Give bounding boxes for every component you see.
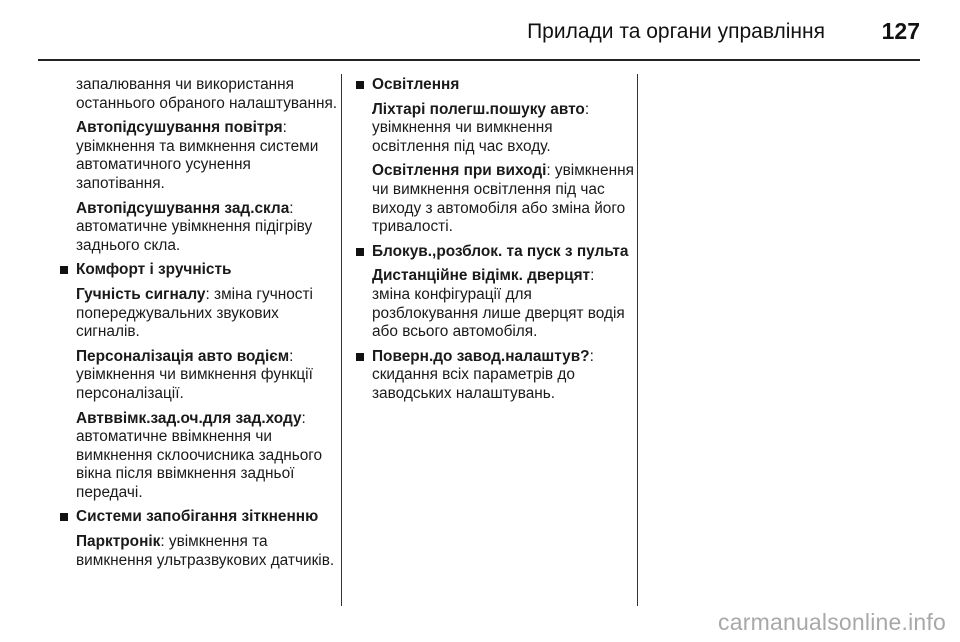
column-divider-right — [637, 74, 638, 606]
entry-term: Автввімк.зад.оч.для зад.ходу — [76, 409, 302, 427]
text-column-2 — [372, 76, 634, 410]
section-heading-comfort — [76, 261, 338, 280]
text-column-1 — [76, 76, 338, 576]
entry-term: Персоналізація авто водієм — [76, 347, 290, 365]
entry-description: : увімкнення чи вимкнення освітлення під час виходу з автомобіля або зміна його тривалості. — [372, 162, 634, 236]
entry-description: : увімкнення та вимкнення системи автоматичного усунення запотівання. — [76, 119, 319, 192]
section-heading-collision — [76, 508, 338, 527]
section-heading-text: Освітлення — [372, 76, 460, 93]
section-heading-lighting — [372, 76, 634, 95]
column-divider-left — [341, 74, 342, 606]
bullet-square-icon — [356, 248, 364, 256]
bullet-square-icon — [60, 513, 68, 521]
entry-term: Поверн.до завод.налаштув? — [372, 347, 590, 365]
entry-term: Парктронік — [76, 533, 161, 551]
bullet-square-icon — [356, 81, 364, 89]
page-header-title: Прилади та органи управління — [527, 20, 825, 43]
section-heading-text: Комфорт і зручність — [76, 261, 232, 279]
entry-description: : увімкнення чи вимкнення функції персоналізації. — [76, 347, 313, 402]
section-heading-text: Системи запобігання зіткненню — [76, 508, 319, 526]
entry-description: : автоматичне ввімкнення чи вимкнення склоочисника заднього вікна після ввімкнення задньої передачі. — [76, 409, 323, 501]
entry-description: : автоматичне увімкнення підігріву заднього скла. — [76, 199, 313, 254]
bullet-square-icon — [356, 353, 364, 361]
section-heading-factory-reset — [372, 348, 634, 404]
entry-term: Освітлення при виході — [372, 162, 547, 180]
section-heading-text: Блокув.,розблок. та пуск з пульта — [372, 242, 629, 260]
entry-remote-unlock — [372, 267, 634, 341]
watermark-text: carmanualsonline.info — [718, 609, 946, 635]
bullet-square-icon — [60, 266, 68, 274]
entry-rear-defrost — [76, 200, 338, 256]
entry-description: : зміна гучності попереджувальних звукових сигналів. — [76, 285, 313, 341]
page-number: 127 — [881, 18, 920, 44]
entry-park-assist — [76, 533, 338, 570]
section-heading-remote — [372, 243, 634, 262]
entry-term: Автопідсушування зад.скла — [76, 199, 290, 217]
entry-rear-wiper — [76, 410, 338, 503]
entry-chime-volume — [76, 286, 338, 342]
entry-exit-lighting — [372, 162, 634, 236]
entry-description: : увімкнення та вимкнення ультразвукових датчиків. — [76, 533, 335, 569]
entry-description: : скидання всіх параметрів до заводських налаштувань. — [372, 347, 594, 402]
entry-term: Ліхтарі полегш.пошуку авто — [372, 100, 585, 118]
entry-personalization — [76, 348, 338, 404]
entry-vehicle-locator-lights — [372, 101, 634, 157]
entry-term: Дистанційне відімк. дверцят — [372, 267, 591, 285]
entry-defog — [76, 119, 338, 193]
entry-description: : зміна конфігурації для розблокування лише дверцят водія або всього автомобіля. — [372, 267, 625, 341]
header-divider — [38, 59, 920, 61]
intro-paragraph: запалювання чи використання останнього обраного налаштування. — [76, 76, 338, 112]
entry-term: Гучність сигналу — [76, 285, 206, 303]
entry-term: Автопідсушування повітря — [76, 119, 283, 137]
entry-description: : увімкнення чи вимкнення освітлення під час входу. — [372, 100, 590, 155]
